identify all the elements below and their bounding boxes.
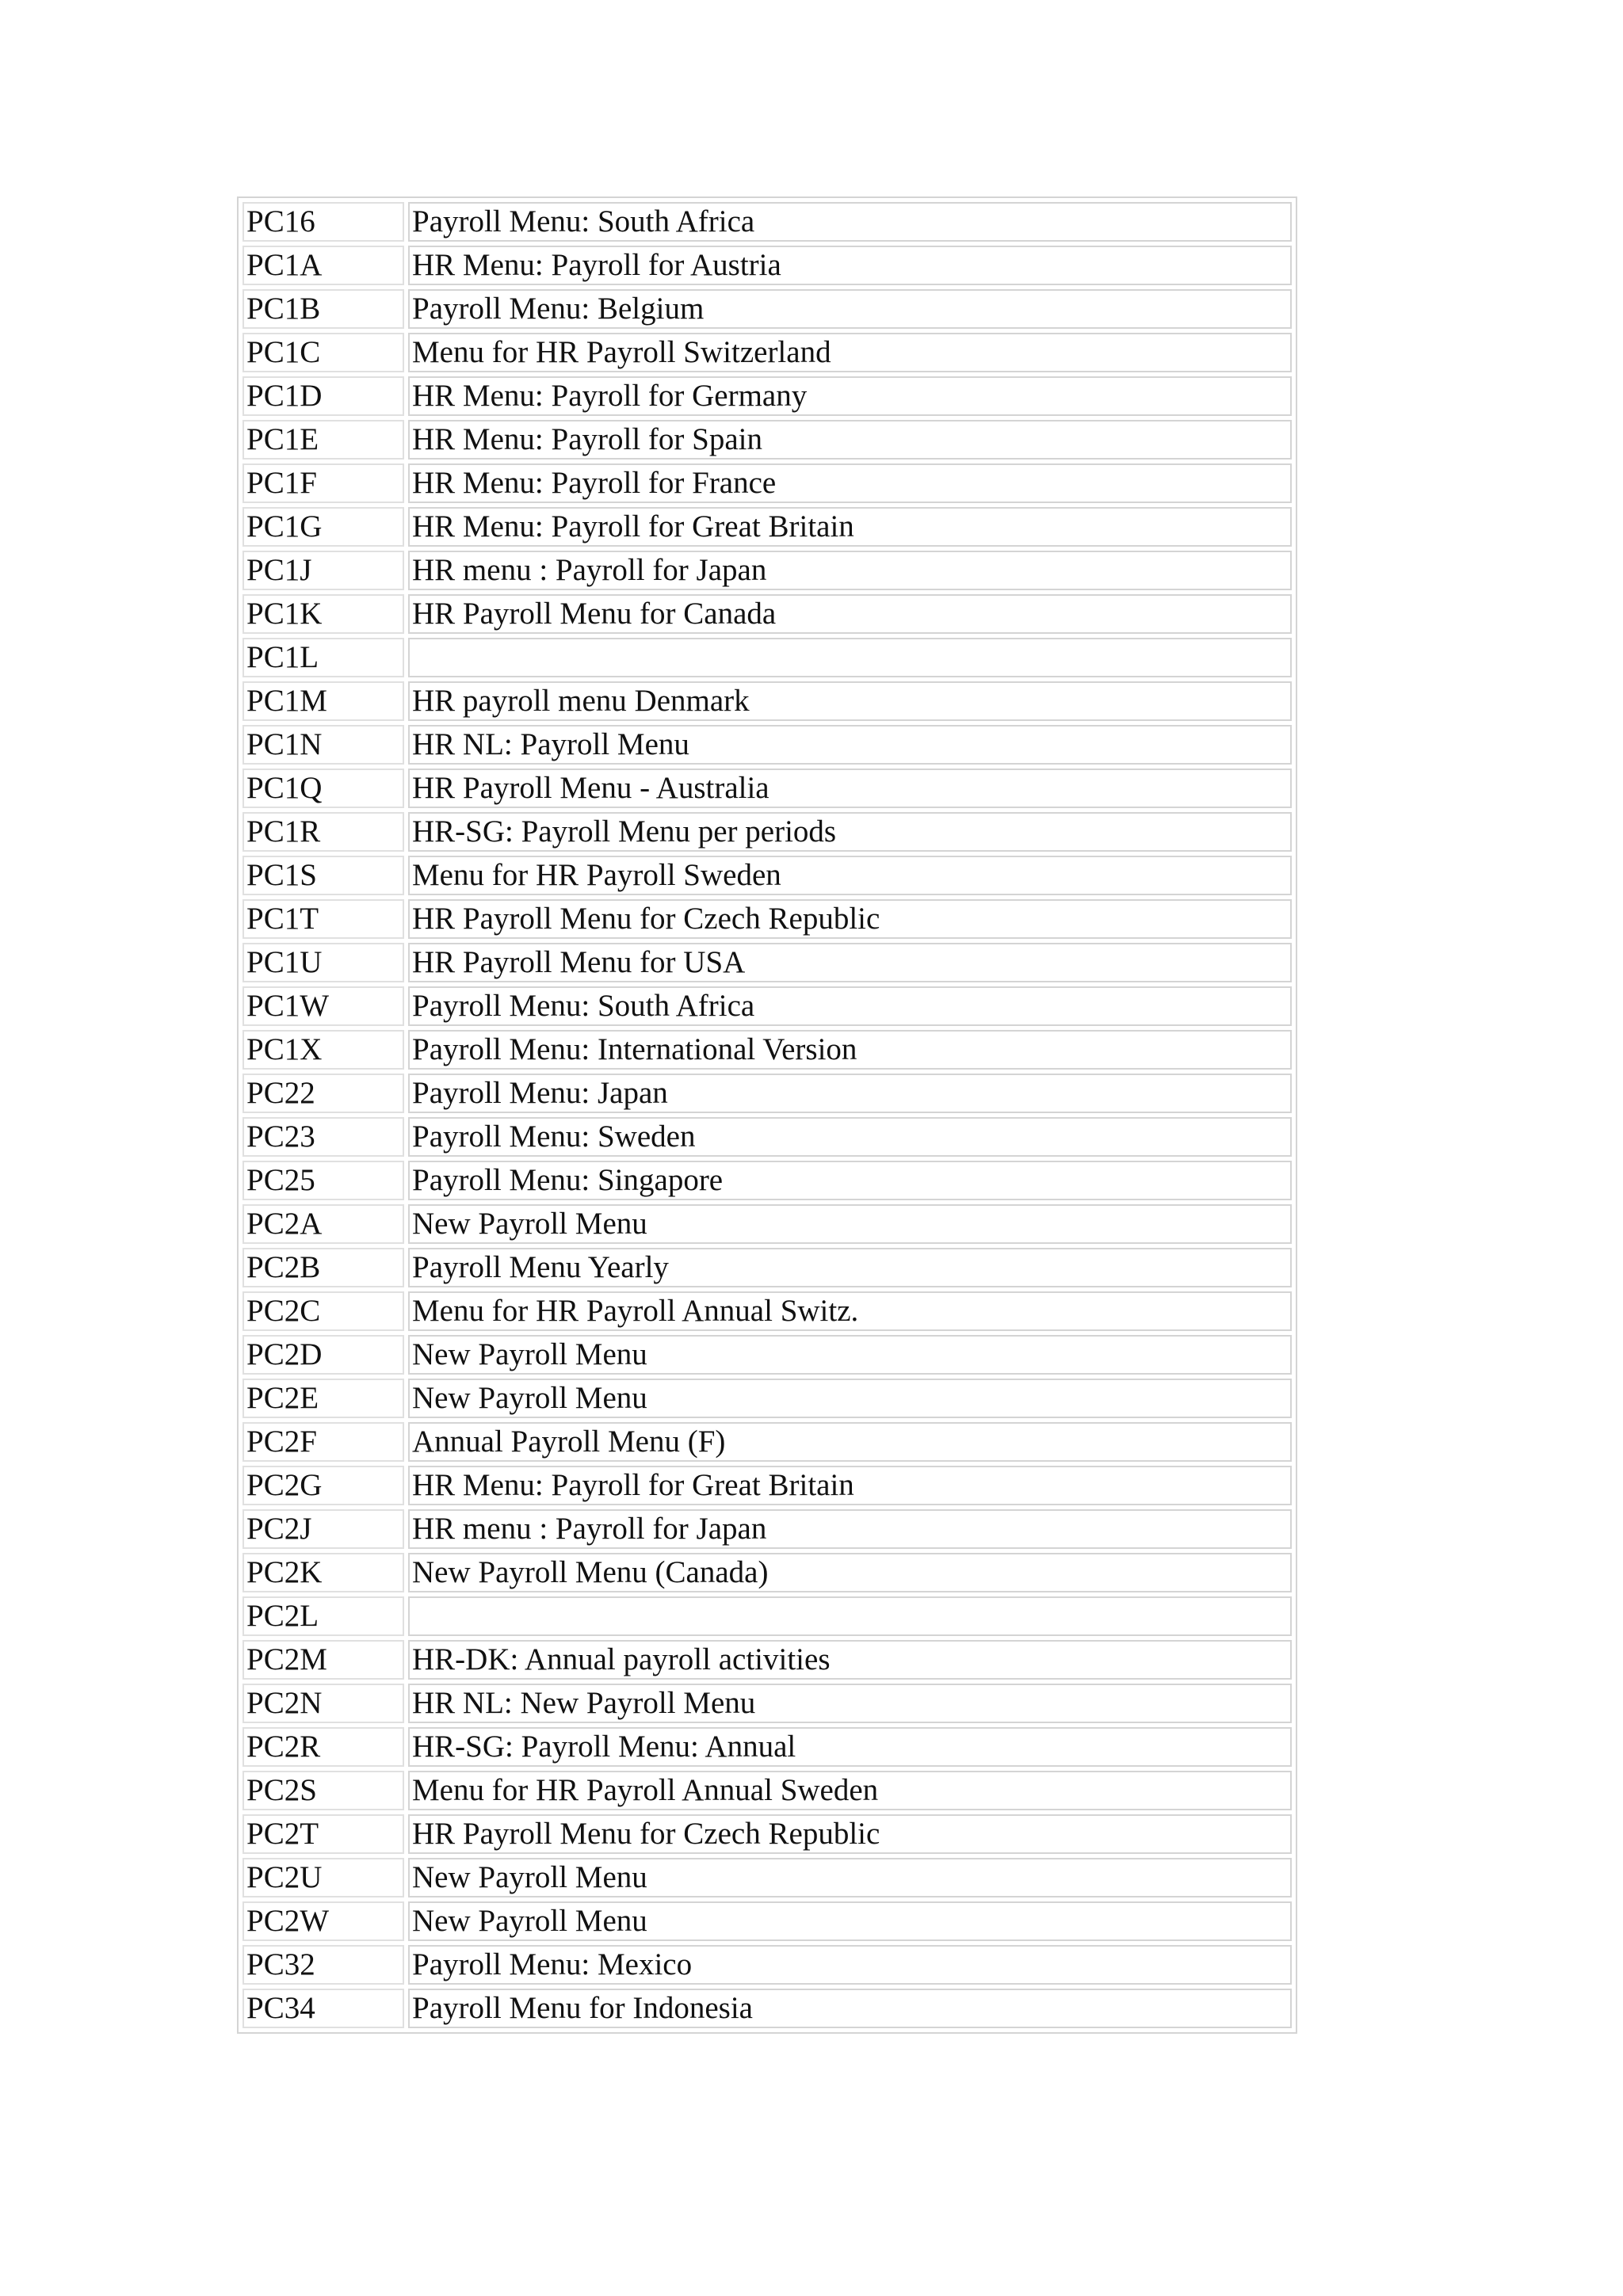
menu-description-cell: Annual Payroll Menu (F) bbox=[408, 1422, 1292, 1462]
table-row bbox=[242, 1814, 1292, 1854]
menu-description-cell: HR menu : Payroll for Japan bbox=[408, 1509, 1292, 1549]
table-row bbox=[242, 1422, 1292, 1462]
table-row bbox=[242, 1204, 1292, 1244]
menu-description-cell: HR Menu: Payroll for Great Britain bbox=[408, 1466, 1292, 1505]
table-row bbox=[242, 1553, 1292, 1592]
menu-description-cell: Menu for HR Payroll Sweden bbox=[408, 856, 1292, 895]
payroll-menu-table bbox=[237, 196, 1297, 2034]
menu-description-cell: Payroll Menu: South Africa bbox=[408, 986, 1292, 1026]
menu-description-cell: HR-SG: Payroll Menu per periods bbox=[408, 812, 1292, 852]
table-row bbox=[242, 1117, 1292, 1157]
table-body bbox=[242, 202, 1292, 2028]
menu-code-cell: PC1M bbox=[242, 681, 404, 721]
menu-description-cell: New Payroll Menu (Canada) bbox=[408, 1553, 1292, 1592]
menu-code-cell: PC2R bbox=[242, 1727, 404, 1767]
menu-code-cell: PC1W bbox=[242, 986, 404, 1026]
menu-description-cell: Payroll Menu: South Africa bbox=[408, 202, 1292, 242]
menu-code-cell: PC1F bbox=[242, 463, 404, 503]
menu-code-cell: PC1B bbox=[242, 289, 404, 329]
table-row bbox=[242, 1509, 1292, 1549]
menu-description-cell: New Payroll Menu bbox=[408, 1901, 1292, 1941]
table-row bbox=[242, 1161, 1292, 1200]
menu-description-cell: Payroll Menu Yearly bbox=[408, 1248, 1292, 1287]
menu-code-cell: PC2S bbox=[242, 1771, 404, 1810]
menu-description-cell: New Payroll Menu bbox=[408, 1858, 1292, 1897]
table-row bbox=[242, 551, 1292, 590]
menu-code-cell: PC2M bbox=[242, 1640, 404, 1680]
menu-description-cell: Menu for HR Payroll Annual Sweden bbox=[408, 1771, 1292, 1810]
menu-code-cell: PC1S bbox=[242, 856, 404, 895]
menu-description-cell: HR Payroll Menu - Australia bbox=[408, 769, 1292, 808]
table-row bbox=[242, 1684, 1292, 1723]
table-row bbox=[242, 1945, 1292, 1985]
menu-description-cell bbox=[408, 1596, 1292, 1636]
menu-description-cell: Payroll Menu for Indonesia bbox=[408, 1989, 1292, 2028]
menu-description-cell: Payroll Menu: Singapore bbox=[408, 1161, 1292, 1200]
menu-code-cell: PC2N bbox=[242, 1684, 404, 1723]
table-row bbox=[242, 769, 1292, 808]
menu-description-cell: HR-DK: Annual payroll activities bbox=[408, 1640, 1292, 1680]
table-row bbox=[242, 725, 1292, 765]
table-row bbox=[242, 1291, 1292, 1331]
menu-code-cell: PC2W bbox=[242, 1901, 404, 1941]
table-row bbox=[242, 681, 1292, 721]
table-row bbox=[242, 1379, 1292, 1418]
menu-description-cell: Menu for HR Payroll Annual Switz. bbox=[408, 1291, 1292, 1331]
menu-code-cell: PC1A bbox=[242, 246, 404, 285]
menu-description-cell: HR-SG: Payroll Menu: Annual bbox=[408, 1727, 1292, 1767]
menu-code-cell: PC2C bbox=[242, 1291, 404, 1331]
menu-description-cell: HR Menu: Payroll for Spain bbox=[408, 420, 1292, 460]
table-row bbox=[242, 1901, 1292, 1941]
table-row bbox=[242, 856, 1292, 895]
menu-code-cell: PC2B bbox=[242, 1248, 404, 1287]
menu-description-cell: HR Menu: Payroll for France bbox=[408, 463, 1292, 503]
menu-code-cell: PC1E bbox=[242, 420, 404, 460]
table-row bbox=[242, 463, 1292, 503]
table-row bbox=[242, 899, 1292, 939]
menu-code-cell: PC2G bbox=[242, 1466, 404, 1505]
menu-code-cell: PC23 bbox=[242, 1117, 404, 1157]
table-row bbox=[242, 1727, 1292, 1767]
table-row bbox=[242, 1030, 1292, 1070]
table-row bbox=[242, 1640, 1292, 1680]
menu-description-cell: Payroll Menu: International Version bbox=[408, 1030, 1292, 1070]
menu-description-cell: Payroll Menu: Mexico bbox=[408, 1945, 1292, 1985]
table-row bbox=[242, 943, 1292, 982]
menu-code-cell: PC1X bbox=[242, 1030, 404, 1070]
menu-code-cell: PC1U bbox=[242, 943, 404, 982]
menu-description-cell: Menu for HR Payroll Switzerland bbox=[408, 333, 1292, 372]
table-row bbox=[242, 1771, 1292, 1810]
menu-code-cell: PC2J bbox=[242, 1509, 404, 1549]
menu-code-cell: PC1G bbox=[242, 507, 404, 547]
menu-description-cell: HR menu : Payroll for Japan bbox=[408, 551, 1292, 590]
menu-code-cell: PC2D bbox=[242, 1335, 404, 1375]
menu-code-cell: PC2K bbox=[242, 1553, 404, 1592]
menu-description-cell: New Payroll Menu bbox=[408, 1204, 1292, 1244]
menu-code-cell: PC25 bbox=[242, 1161, 404, 1200]
table-row bbox=[242, 986, 1292, 1026]
table-row bbox=[242, 202, 1292, 242]
menu-description-cell: HR Payroll Menu for Czech Republic bbox=[408, 899, 1292, 939]
table-row bbox=[242, 507, 1292, 547]
menu-code-cell: PC2E bbox=[242, 1379, 404, 1418]
menu-code-cell: PC1T bbox=[242, 899, 404, 939]
table-row bbox=[242, 1248, 1292, 1287]
menu-code-cell: PC1Q bbox=[242, 769, 404, 808]
menu-code-cell: PC1N bbox=[242, 725, 404, 765]
menu-code-cell: PC1C bbox=[242, 333, 404, 372]
menu-description-cell: Payroll Menu: Belgium bbox=[408, 289, 1292, 329]
menu-code-cell: PC2A bbox=[242, 1204, 404, 1244]
menu-description-cell: Payroll Menu: Sweden bbox=[408, 1117, 1292, 1157]
table-row bbox=[242, 1596, 1292, 1636]
table-row bbox=[242, 1335, 1292, 1375]
menu-description-cell: Payroll Menu: Japan bbox=[408, 1074, 1292, 1113]
menu-code-cell: PC2T bbox=[242, 1814, 404, 1854]
menu-code-cell: PC1D bbox=[242, 376, 404, 416]
menu-description-cell: HR payroll menu Denmark bbox=[408, 681, 1292, 721]
menu-code-cell: PC34 bbox=[242, 1989, 404, 2028]
menu-description-cell: HR Payroll Menu for Czech Republic bbox=[408, 1814, 1292, 1854]
table-row bbox=[242, 246, 1292, 285]
menu-code-cell: PC16 bbox=[242, 202, 404, 242]
menu-code-cell: PC32 bbox=[242, 1945, 404, 1985]
menu-description-cell: HR Menu: Payroll for Great Britain bbox=[408, 507, 1292, 547]
menu-description-cell bbox=[408, 638, 1292, 677]
menu-description-cell: HR NL: Payroll Menu bbox=[408, 725, 1292, 765]
menu-description-cell: HR Menu: Payroll for Austria bbox=[408, 246, 1292, 285]
menu-description-cell: HR Payroll Menu for USA bbox=[408, 943, 1292, 982]
menu-code-cell: PC2U bbox=[242, 1858, 404, 1897]
table-row bbox=[242, 812, 1292, 852]
menu-code-cell: PC1J bbox=[242, 551, 404, 590]
menu-description-cell: HR NL: New Payroll Menu bbox=[408, 1684, 1292, 1723]
table-row bbox=[242, 333, 1292, 372]
table-row bbox=[242, 1074, 1292, 1113]
menu-code-cell: PC1K bbox=[242, 594, 404, 634]
table-row bbox=[242, 289, 1292, 329]
table-row bbox=[242, 420, 1292, 460]
menu-description-cell: HR Payroll Menu for Canada bbox=[408, 594, 1292, 634]
table-row bbox=[242, 638, 1292, 677]
table-row bbox=[242, 1858, 1292, 1897]
table-row bbox=[242, 594, 1292, 634]
menu-code-cell: PC2F bbox=[242, 1422, 404, 1462]
menu-code-cell: PC1L bbox=[242, 638, 404, 677]
menu-description-cell: New Payroll Menu bbox=[408, 1335, 1292, 1375]
table-row bbox=[242, 376, 1292, 416]
menu-description-cell: HR Menu: Payroll for Germany bbox=[408, 376, 1292, 416]
table-row bbox=[242, 1466, 1292, 1505]
table-row bbox=[242, 1989, 1292, 2028]
menu-description-cell: New Payroll Menu bbox=[408, 1379, 1292, 1418]
menu-code-cell: PC2L bbox=[242, 1596, 404, 1636]
menu-code-cell: PC1R bbox=[242, 812, 404, 852]
menu-code-cell: PC22 bbox=[242, 1074, 404, 1113]
